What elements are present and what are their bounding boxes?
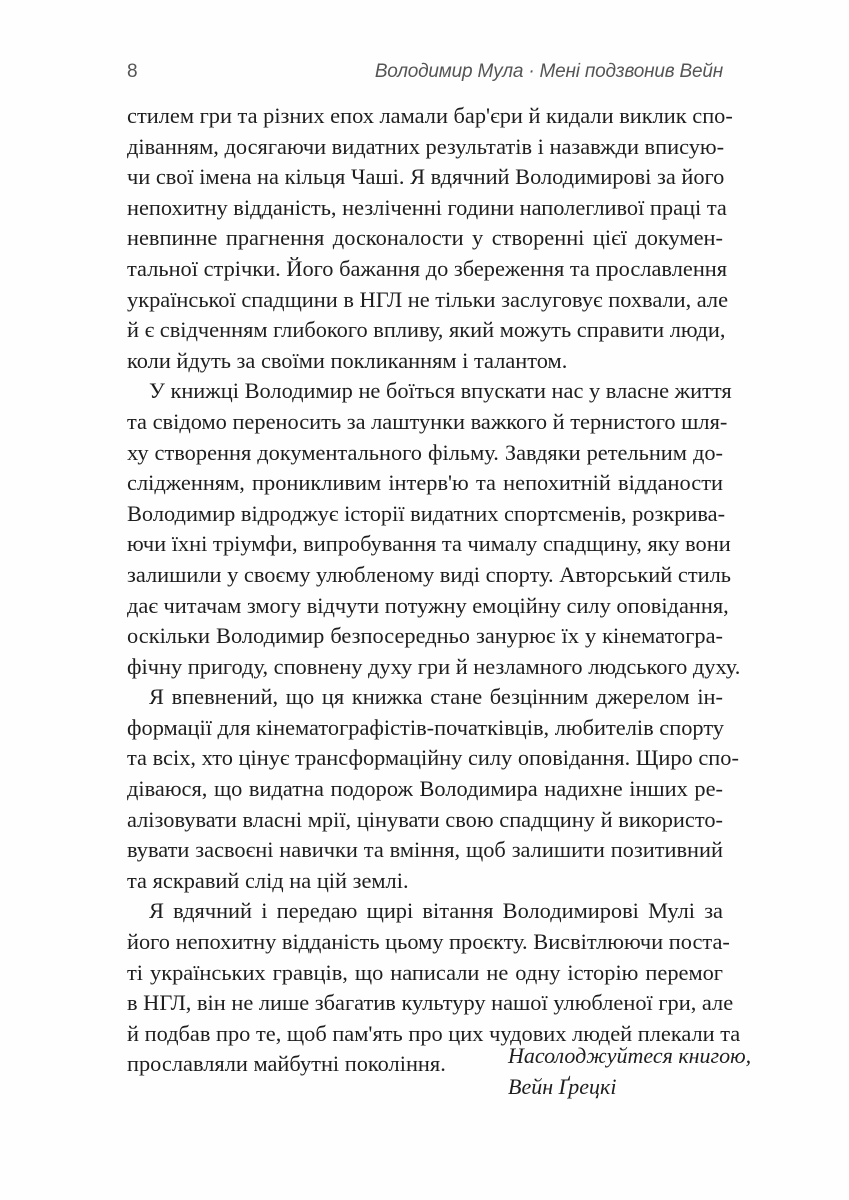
- running-header: [127, 58, 723, 88]
- paragraph: [127, 376, 741, 682]
- text-line: дає читачам змогу відчути потужну емоційну силу оповідання,: [127, 592, 729, 618]
- running-title: Володимир Мула · Мені подзвонив Вейн: [374, 61, 723, 82]
- text-line: Я впевнений, що ця книжка стане безцінним джерелом ін-: [149, 684, 723, 710]
- text-line: стилем гри та різних епох ламали бар'єри й кидали виклик спо-: [127, 103, 733, 128]
- text-line: Я вдячний і передаю щирі вітання Володимирові Мулі за: [149, 898, 723, 924]
- text-line: фічну пригоду, сповнену духу гри й незламного людського духу.: [127, 653, 741, 679]
- text-line: У книжці Володимир не боїться впускати нас у власне життя: [149, 378, 732, 404]
- text-line: оскільки Володимир безпосередньо занурює їх у кінематогра-: [127, 623, 723, 649]
- text-line: його непохитну відданість цьому проєкту. Висвітлюючи поста-: [127, 929, 730, 955]
- text-line: Володимир відроджує історії видатних спортсменів, розкрива-: [127, 500, 726, 526]
- text-line: діванням, досягаючи видатних результатів і назавжди вписую-: [127, 133, 725, 159]
- text-line: та свідомо переносить за лаштунки важкого й тернистого шля-: [127, 408, 728, 434]
- text-line: та яскравий слід на цій землі.: [127, 867, 409, 893]
- text-line: невпинне прагнення досконалости у створенні цієї докумен-: [127, 225, 723, 251]
- text-line: української спадщини в НГЛ не тільки заслуговує похвали, але: [127, 286, 729, 312]
- text-line: непохитну відданість, незліченні години наполегливої праці та: [127, 194, 727, 220]
- text-line: вувати засвоєні навички та вміння, щоб залишити позитивний: [127, 837, 723, 863]
- paragraph: [127, 101, 733, 376]
- text-line: й подбав про те, щоб пам'ять про цих чудових людей плекали та: [127, 1020, 741, 1046]
- text-line: ху створення документального фільму. Завдяки ретельним до-: [127, 439, 723, 465]
- signature-name: Вейн Ґрецкі: [508, 1073, 617, 1099]
- paragraph: [127, 682, 739, 896]
- text-line: алізовувати власні мрії, цінувати свою спадщину й використо-: [127, 806, 723, 832]
- text-line: прославляли майбутні покоління.: [127, 1051, 446, 1077]
- text-line: залишили у своєму улюбленому виді спорту. Авторський стиль: [127, 561, 731, 587]
- page-number: 8: [127, 61, 138, 82]
- body-text: [127, 101, 741, 1080]
- text-line: коли йдуть за своїми покликанням і талантом.: [127, 347, 568, 373]
- signature-closing: Насолоджуйтеся книгою,: [508, 1043, 752, 1068]
- text-line: формації для кінематографістів-початківців, любителів спорту: [127, 714, 725, 740]
- text-line: тальної стрічки. Його бажання до збереження та прославлення: [127, 255, 728, 281]
- text-line: слідженням, проникливим інтерв'ю та непохитній відданости: [127, 470, 723, 496]
- text-line: в НГЛ, він не лише збагатив культуру нашої улюбленої гри, але: [127, 990, 734, 1016]
- text-line: ючи їхні тріумфи, випробування та чималу спадщину, яку вони: [127, 531, 731, 557]
- text-line: чи свої імена на кільця Чаші. Я вдячний Володимирові за його: [127, 164, 725, 190]
- text-line: та всіх, хто цінує трансформаційну силу оповідання. Щиро спо-: [127, 745, 739, 771]
- text-line: ті українських гравців, що написали не одну історію перемог: [127, 959, 723, 985]
- text-line: й є свідченням глибокого впливу, який можуть справити люди,: [127, 317, 726, 343]
- text-line: діваюся, що видатна подорож Володимира надихне інших ре-: [127, 776, 723, 802]
- signature-block: [508, 1041, 751, 1102]
